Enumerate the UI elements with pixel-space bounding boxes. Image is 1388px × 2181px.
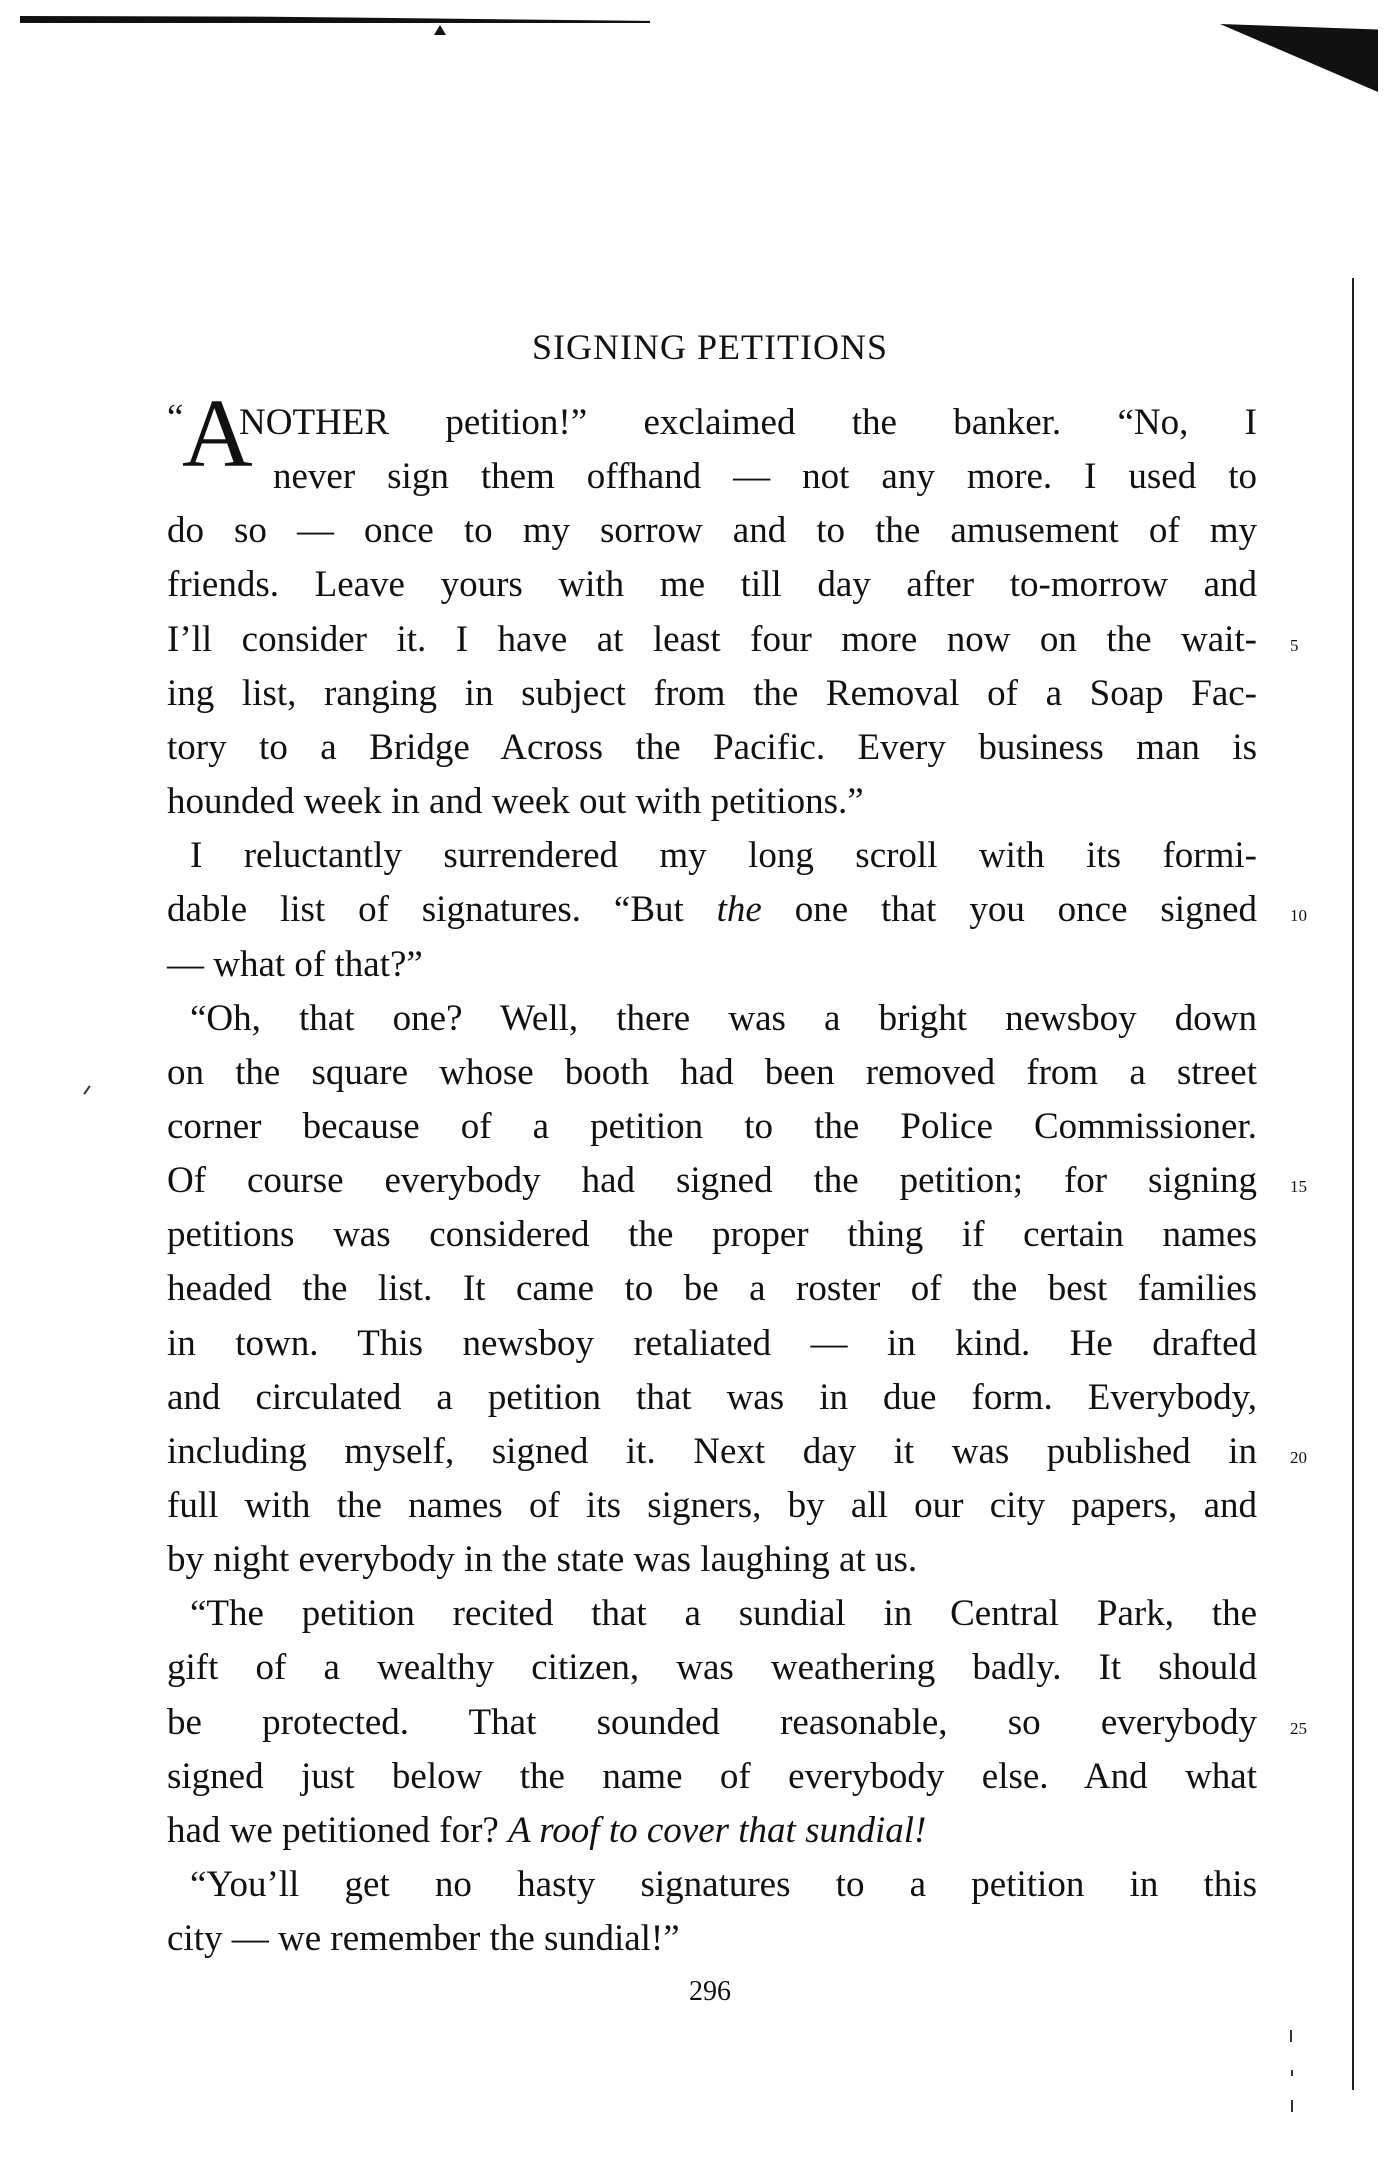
text-line (167, 1320, 1257, 1368)
text-segment: be protected. That sounded reasonable, so everybody (167, 1701, 1257, 1743)
margin-line-number: 25 (1290, 1718, 1307, 1738)
text-segment: “The petition recited that a sundial in Central Park, the (190, 1593, 1257, 1635)
text-line (167, 1482, 1257, 1530)
text-line (167, 724, 1257, 772)
text-line (167, 778, 1257, 826)
text-segment: by night everybody in the state was laughing at us. (167, 1539, 918, 1581)
margin-line-number: 20 (1290, 1447, 1307, 1467)
text-segment: never sign them offhand — not any more. I used to (273, 456, 1257, 498)
page-corner-shadow (1220, 24, 1378, 92)
text-line (167, 1211, 1257, 1259)
text-line (273, 453, 1257, 501)
text-segment: dable list of signatures. “But (167, 889, 717, 931)
text-line (167, 670, 1257, 718)
margin-line-number: 10 (1290, 906, 1307, 926)
text-line (167, 616, 1257, 664)
text-line (167, 1265, 1257, 1313)
margin-line-number: 15 (1290, 1177, 1307, 1197)
text-segment: hounded week in and week out with petitions.” (167, 781, 864, 823)
text-segment: on the square whose booth had been removed from a street (167, 1051, 1257, 1093)
text-segment: petitions was considered the proper thing if certain names (167, 1214, 1257, 1256)
text-line (167, 507, 1257, 555)
page-number: 296 (689, 1976, 731, 2007)
chapter-title: SIGNING PETITIONS (532, 327, 888, 367)
text-segment: do so — once to my sorrow and to the amusement of my (167, 510, 1257, 552)
text-segment: gift of a wealthy citizen, was weathering badly. It should (167, 1647, 1257, 1689)
text-segment: tory to a Bridge Across the Pacific. Every business man is (167, 726, 1257, 768)
text-line (190, 1590, 1257, 1638)
text-line (167, 1049, 1257, 1097)
scan-mark (1291, 2100, 1293, 2112)
rule-mark (434, 25, 446, 35)
text-segment: city — we remember the sundial!” (167, 1918, 680, 1960)
scan-mark (83, 1085, 90, 1094)
text-line (239, 399, 1257, 447)
top-rule (20, 16, 650, 23)
text-segment: Of course everybody had signed the petition; for signing (167, 1160, 1257, 1202)
text-segment: and circulated a petition that was in due form. Everybody, (167, 1376, 1257, 1418)
text-line (167, 1915, 1257, 1963)
text-segment: — what of that?” (167, 943, 423, 985)
text-line (190, 832, 1257, 880)
text-line (167, 561, 1257, 609)
text-line (167, 1644, 1257, 1692)
scan-mark (1290, 2030, 1292, 2042)
scan-mark (1291, 2070, 1293, 2076)
text-segment: signed just below the name of everybody else. And what (167, 1755, 1257, 1797)
text-line (167, 1103, 1257, 1151)
text-segment: one that you once signed (761, 889, 1257, 931)
text-line (167, 941, 1257, 989)
text-segment: ing list, ranging in subject from the Removal of a Soap Fac- (167, 672, 1257, 714)
text-segment: full with the names of its signers, by all our city papers, and (167, 1485, 1257, 1526)
text-segment: corner because of a petition to the Police Commissioner. (167, 1105, 1257, 1147)
text-segment: I reluctantly surrendered my long scroll with its formi- (190, 835, 1257, 877)
text-line (167, 1428, 1257, 1476)
page-edge-line (1352, 278, 1354, 2090)
italic-text: A roof to cover that sundial! (508, 1809, 927, 1851)
text-segment: “Oh, that one? Well, there was a bright newsboy down (190, 997, 1257, 1039)
text-segment: friends. Leave yours with me till day after to-morrow and (167, 564, 1257, 606)
text-segment: “You’ll get no hasty signatures to a petition in this (190, 1864, 1257, 1906)
text-line (167, 1753, 1257, 1801)
text-segment: headed the list. It came to be a roster of the best families (167, 1268, 1257, 1310)
text-segment: had we petitioned for? (167, 1809, 509, 1851)
text-segment: in town. This newsboy retaliated — in kind. He drafted (167, 1322, 1257, 1364)
text-line (190, 995, 1257, 1043)
text-segment: NOTHER petition!” exclaimed the banker. “No, I (239, 402, 1257, 443)
text-segment: I’ll consider it. I have at least four more now on the wait- (167, 618, 1257, 660)
text-line (167, 1536, 1257, 1584)
text-line (167, 886, 1257, 934)
margin-line-number: 5 (1290, 635, 1299, 655)
italic-text: the (716, 889, 762, 931)
text-line (167, 1699, 1257, 1747)
text-line (167, 1374, 1257, 1422)
text-line (190, 1861, 1257, 1909)
text-line (167, 1807, 1257, 1855)
drop-cap: A (182, 380, 253, 488)
text-segment: including myself, signed it. Next day it was published in (167, 1430, 1257, 1472)
text-line (167, 1157, 1257, 1205)
drop-cap-quote: “ (167, 397, 184, 438)
